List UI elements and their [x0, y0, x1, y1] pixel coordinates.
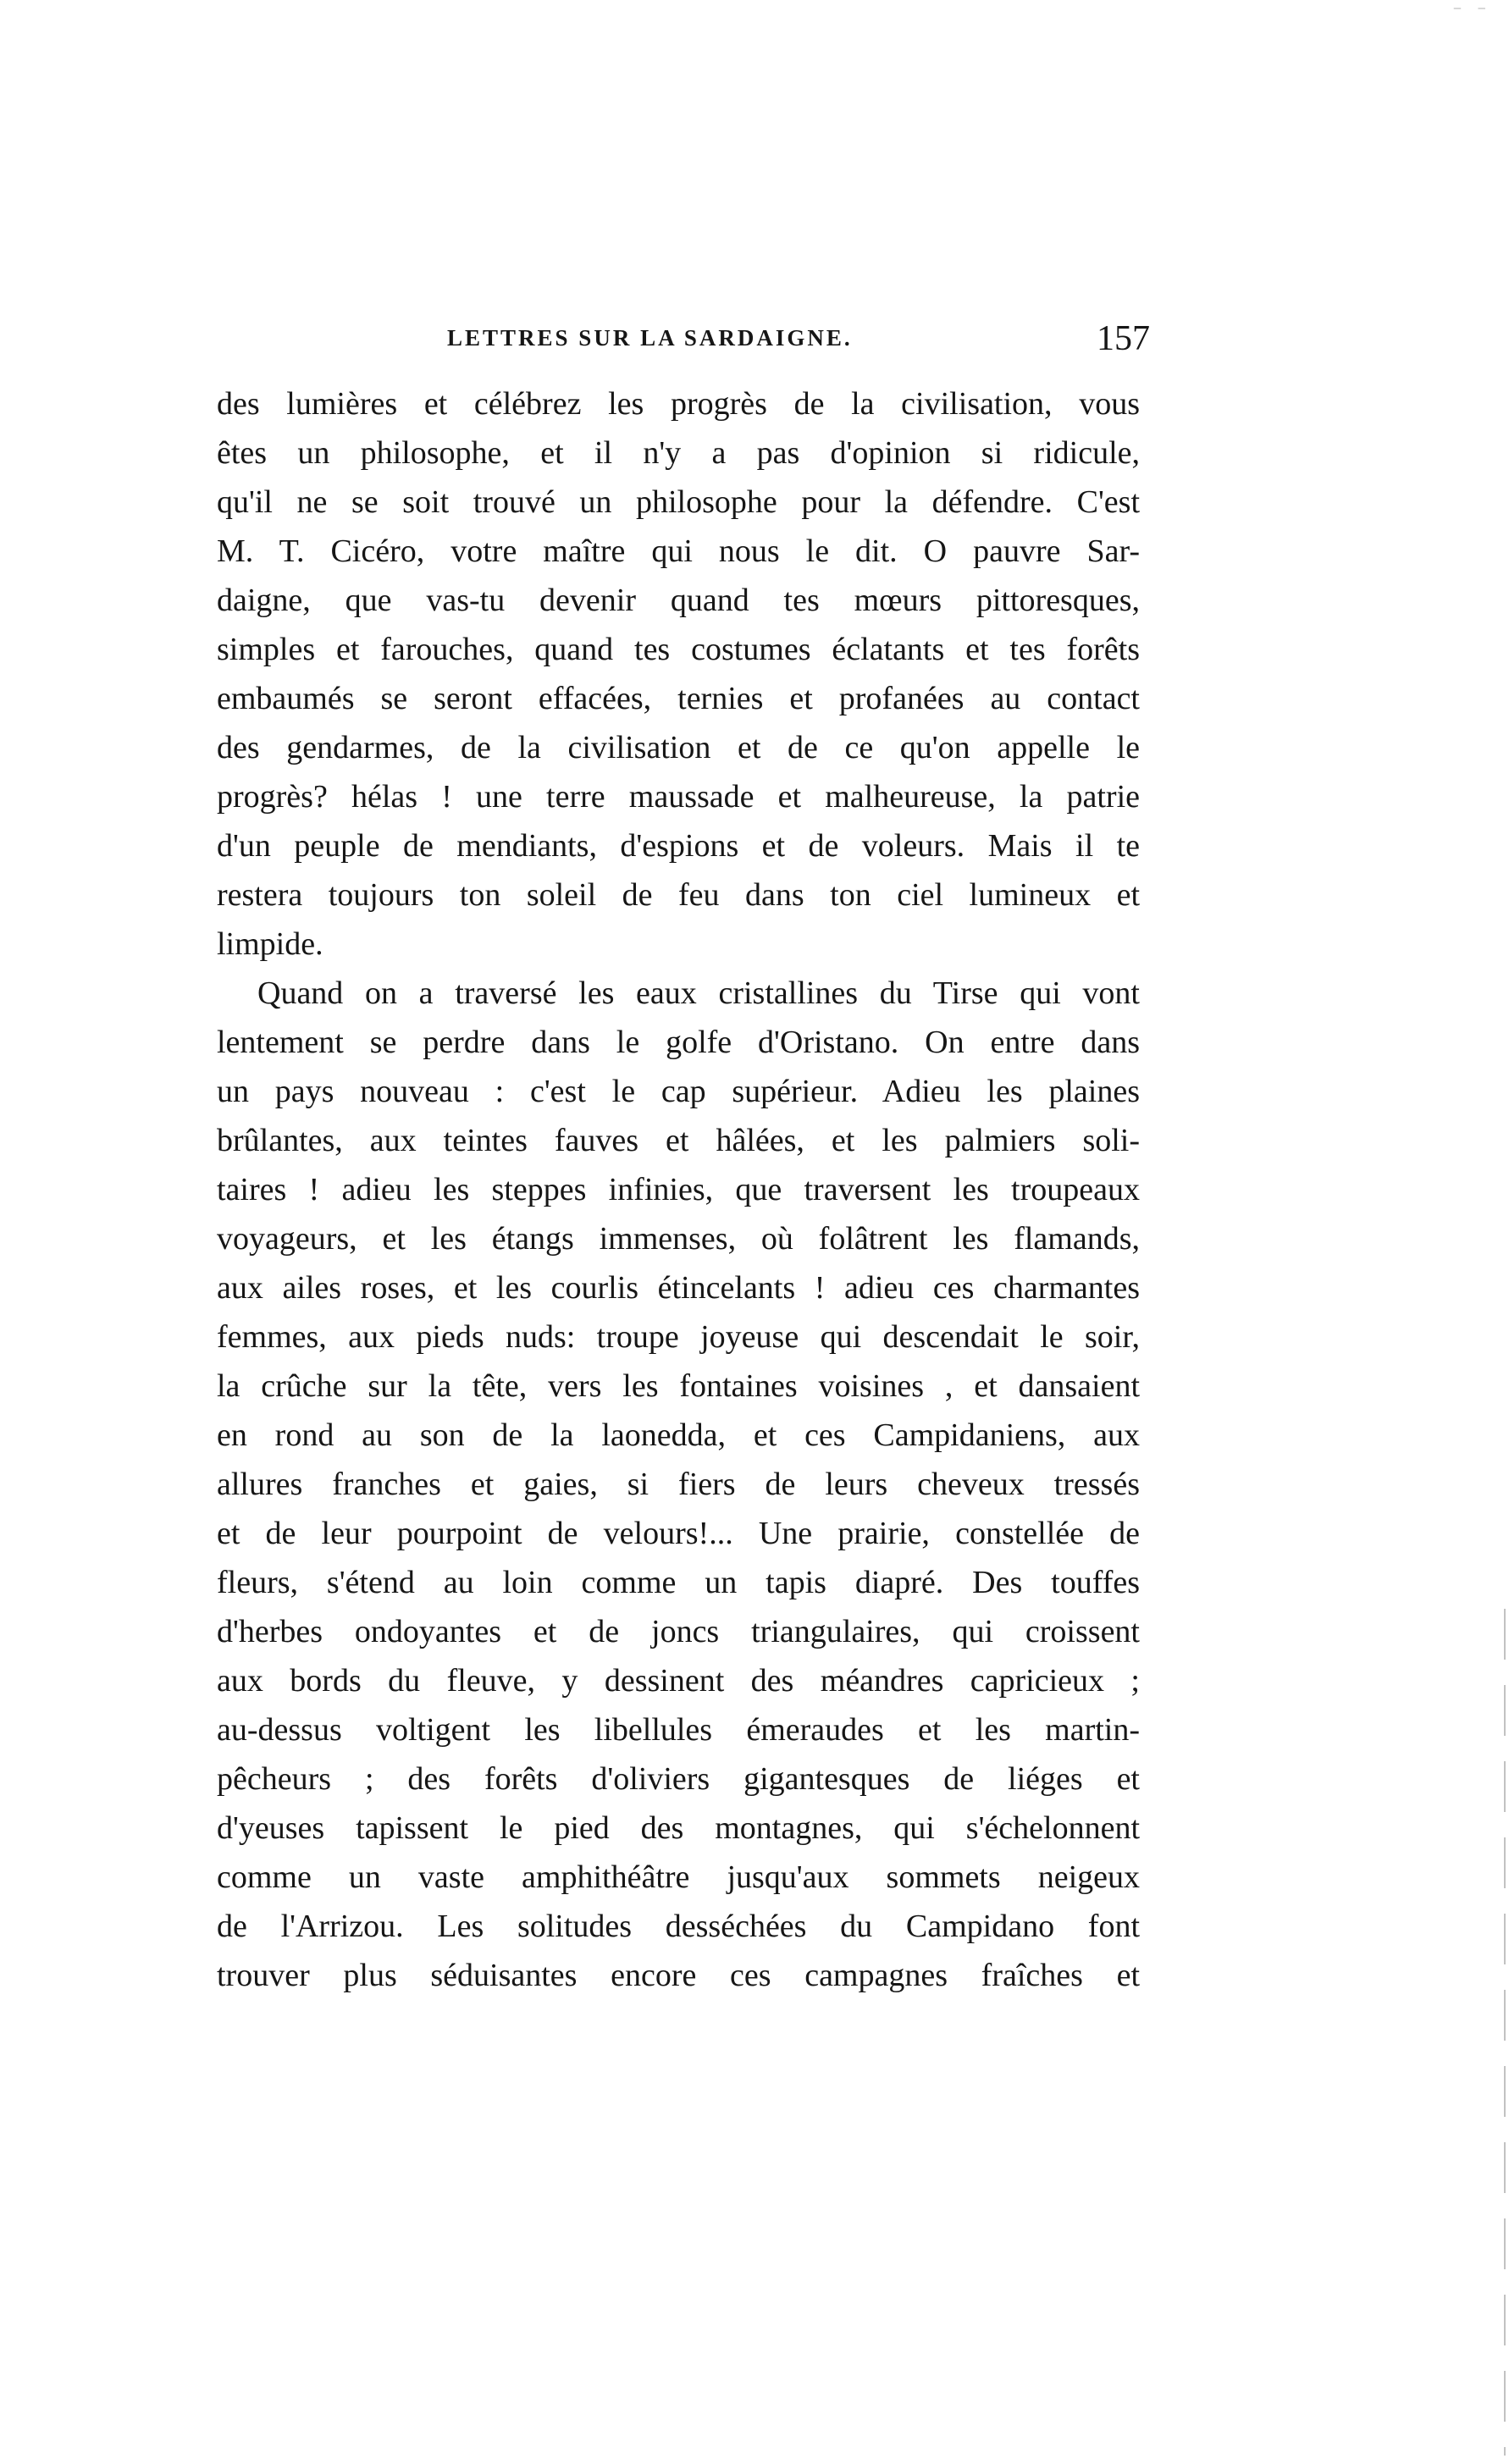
text-line: daigne, que vas-tu devenir quand tes mœurs pittoresques,: [217, 583, 1140, 618]
page-number: 157: [1097, 319, 1150, 358]
text-line: embaumés se seront effacées, ternies et profanées au contact: [217, 681, 1140, 716]
paragraph-1: [217, 379, 1140, 969]
text-line: aux ailes roses, et les courlis étincelants ! adieu ces charmantes: [217, 1270, 1140, 1306]
text-line: simples et farouches, quand tes costumes éclatants et tes forêts: [217, 632, 1140, 667]
text-line: la crûche sur la tête, vers les fontaines voisines , et dansaient: [217, 1368, 1140, 1404]
text-line: et de leur pourpoint de velours!... Une prairie, constellée de: [217, 1516, 1140, 1551]
text-line: taires ! adieu les steppes infinies, que traversent les troupeaux: [217, 1172, 1140, 1207]
text-line: des lumières et célébrez les progrès de la civilisation, vous: [217, 386, 1140, 422]
scan-artifact-dashes: – –: [1453, 2, 1490, 15]
text-line: lentement se perdre dans le golfe d'Oristano. On entre dans: [217, 1025, 1140, 1060]
text-line: trouver plus séduisantes encore ces campagnes fraîches et: [217, 1958, 1140, 1993]
text-line: restera toujours ton soleil de feu dans ton ciel lumineux et: [217, 877, 1140, 913]
text-line: fleurs, s'étend au loin comme un tapis diapré. Des touffes: [217, 1565, 1140, 1600]
text-line: Quand on a traversé les eaux cristallines du Tirse qui vont: [257, 975, 1140, 1011]
scan-edge-shadow: [1504, 1609, 1506, 2456]
text-line: femmes, aux pieds nuds: troupe joyeuse qui descendait le soir,: [217, 1319, 1140, 1355]
text-line: M. T. Cicéro, votre maître qui nous le dit. O pauvre Sar-: [217, 533, 1140, 569]
text-line: d'un peuple de mendiants, d'espions et de voleurs. Mais il te: [217, 828, 1140, 864]
text-line: au-dessus voltigent les libellules émeraudes et les martin-: [217, 1712, 1140, 1748]
body-text: [217, 379, 1140, 2000]
text-line: allures franches et gaies, si fiers de leurs cheveux tressés: [217, 1467, 1140, 1502]
text-line: pêcheurs ; des forêts d'oliviers gigantesques de liéges et: [217, 1761, 1140, 1797]
paragraph-2: [217, 969, 1140, 2000]
running-title: LETTRES SUR LA SARDAIGNE.: [447, 325, 853, 351]
text-line: des gendarmes, de la civilisation et de ce qu'on appelle le: [217, 730, 1140, 765]
text-line: progrès? hélas ! une terre maussade et malheureuse, la patrie: [217, 779, 1140, 815]
text-line: un pays nouveau : c'est le cap supérieur. Adieu les plaines: [217, 1074, 1140, 1109]
running-head: [218, 319, 1150, 369]
text-line: d'yeuses tapissent le pied des montagnes, qui s'échelonnent: [217, 1810, 1140, 1846]
text-line: limpide.: [217, 926, 323, 962]
text-line: brûlantes, aux teintes fauves et hâlées, et les palmiers soli-: [217, 1123, 1140, 1158]
text-line: comme un vaste amphithéâtre jusqu'aux sommets neigeux: [217, 1859, 1140, 1895]
text-line: d'herbes ondoyantes et de joncs triangulaires, qui croissent: [217, 1614, 1140, 1649]
text-line: êtes un philosophe, et il n'y a pas d'opinion si ridicule,: [217, 435, 1140, 471]
text-line: voyageurs, et les étangs immenses, où folâtrent les flamands,: [217, 1221, 1140, 1257]
text-line: de l'Arrizou. Les solitudes desséchées du Campidano font: [217, 1909, 1140, 1944]
text-line: qu'il ne se soit trouvé un philosophe pour la défendre. C'est: [217, 484, 1140, 520]
text-line: aux bords du fleuve, y dessinent des méandres capricieux ;: [217, 1663, 1140, 1699]
text-line: en rond au son de la laonedda, et ces Campidaniens, aux: [217, 1417, 1140, 1453]
